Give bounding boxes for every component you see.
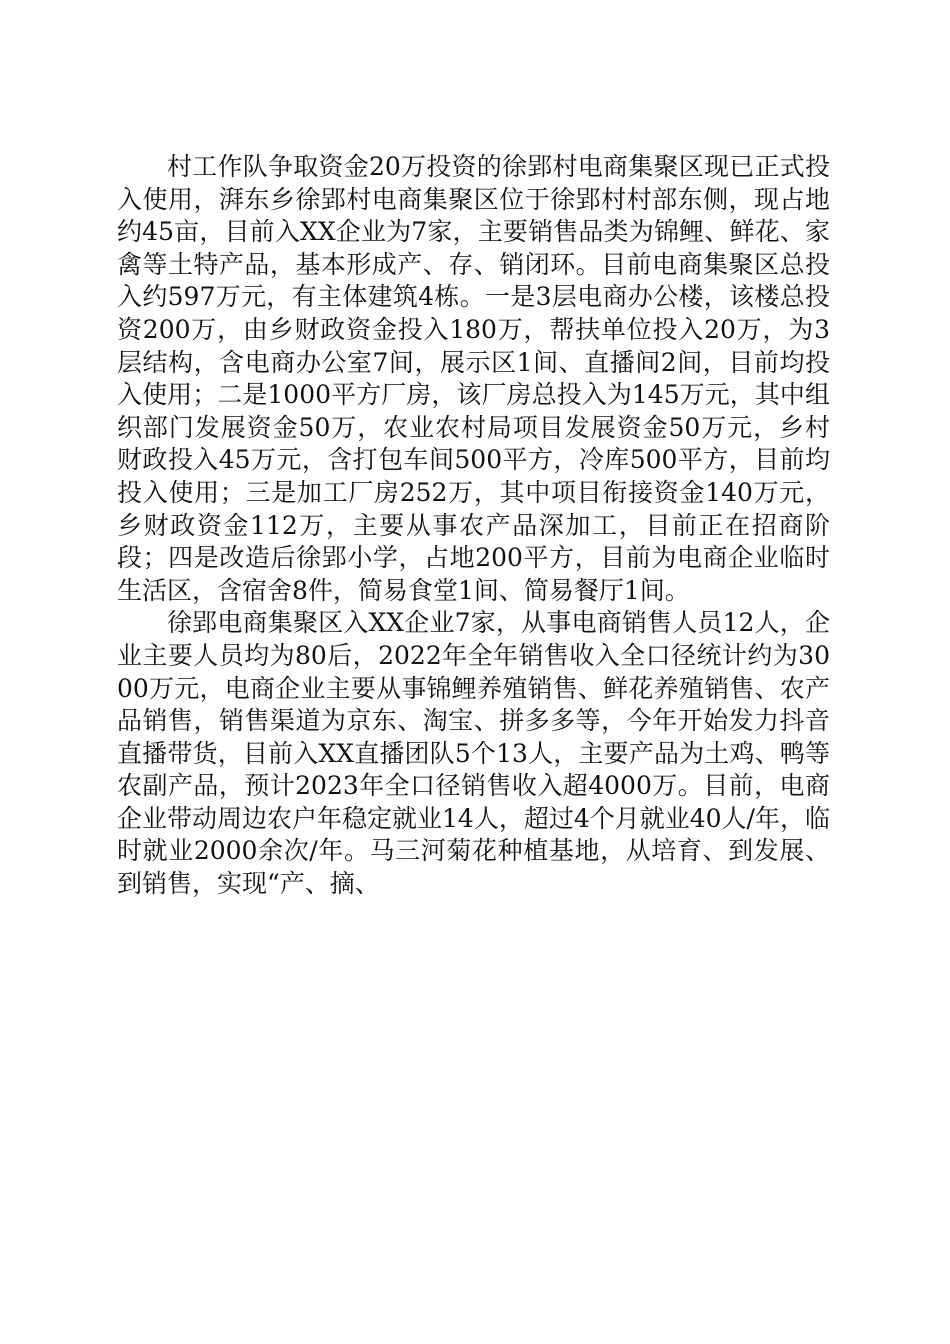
paragraph-ecommerce-sales-employment: 徐郢电商集聚区入XX企业7家，从事电商销售人员12人，企业主要人员均为80后，2022年全年销售收入全口径统计约为3000万元，电商企业主要从事锦鲤养殖销售、鲜花养殖销售、农产品销售，销售渠道为京东、淘宝、拼多多等，今年开始发力抖音直播带货，目前入XX直播团队5个13人，主要产品为土鸡、鸭等农副产品，预计2023年全口径销售收入超4000万。目前，电商企业带动周边农户年稳定就业14人，超过4个月就业40人/年，临时就业2000余次/年。马三河菊花种植基地，从培育、到发展、到销售，实现“产、摘、 xyxy=(117,608,830,899)
paragraph-ecommerce-cluster-investment: 村工作队争取资金20万投资的徐郢村电商集聚区现已正式投入使用，湃东乡徐郢村电商集聚区位于徐郢村村部东侧，现占地约45亩，目前入XX企业为7家，主要销售品类为锦鲤、鲜花、家禽等土特产品，基本形成产、存、销闭环。目前电商集聚区总投入约597万元，有主体建筑4栋。一是3层电商办公楼，该楼总投资200万，由乡财政资金投入180万，帮扶单位投入20万，为3层结构，含电商办公室7间，展示区1间、直播间2间，目前均投入使用；二是1000平方厂房，该厂房总投入为145万元，其中组织部门发展资金50万，农业农村局项目发展资金50万元，乡村财政投入45万元，含打包车间500平方，冷库500平方，目前均投入使用；三是加工厂房252万，其中项目衔接资金140万元，乡财政资金112万，主要从事农产品深加工，目前正在招商阶段；四是改造后徐郢小学，占地200平方，目前为电商企业临时生活区，含宿舍8件，简易食堂1间、简易餐厅1间。 xyxy=(117,152,830,605)
document-body xyxy=(117,151,830,901)
